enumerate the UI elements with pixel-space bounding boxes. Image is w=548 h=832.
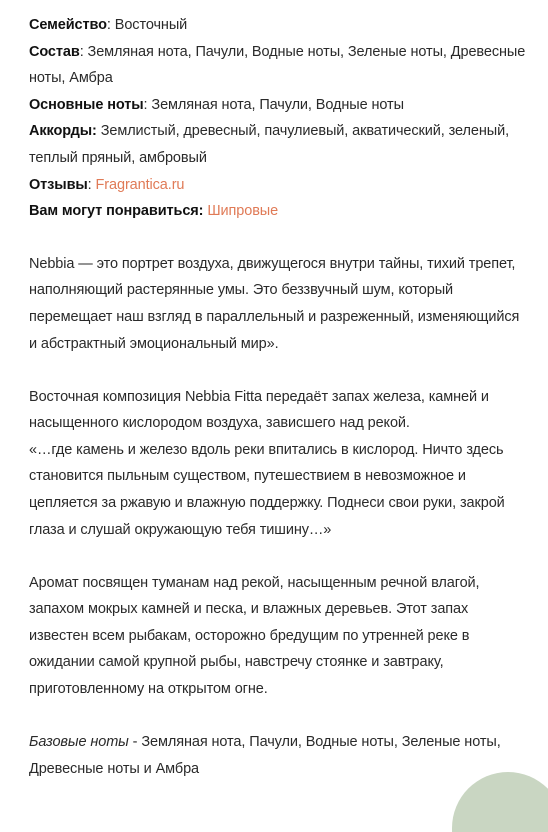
fragrantica-link[interactable]: Fragrantica.ru [95,176,185,193]
base-notes-label: Базовые ноты [29,734,129,751]
spec-family-label: Семейство [29,17,107,33]
spec-composition [29,39,529,92]
spec-reviews-sep: : [87,176,96,193]
base-notes-sep: - [128,734,142,751]
description-paragraph-3: Аромат посвящен туманам над рекой, насыщенным речной влагой, запахом мокрых камней и песка, и влажных деревьев. Этот запах известен всем рыбакам, осторожно бредущим по утренней реке в ожидании самой крупной рыбы, навстречу стоянке и завтраку, приготовленному на открытом огне. [29,574,480,698]
spec-accords [29,118,529,171]
spec-reviews [29,172,529,199]
spec-accords-label: Аккорды: [29,123,97,140]
spec-main-notes-label: Основные ноты [29,96,144,113]
spec-main-notes [29,92,529,119]
spec-family-value: Восточный [114,17,188,33]
spec-composition-value: Земляная нота, Пачули, Водные ноты, Зеленые ноты, Древесные ноты, Амбра [29,43,526,87]
description-paragraph-1: Nebbia — это портрет воздуха, движущегося внутри тайны, тихий трепет, наполняющий растерянные умы. Это беззвучный шум, который перемещает наш взгляд в параллельный и разреженный, изменяющийся и абстрактный эмоциональный мир». [29,255,520,352]
product-description [29,12,529,782]
description-quote: «…где камень и железо вдоль реки впитались в кислород. Ничто здесь становится пыльным существом, путешествием в невозможное и цепляется за ржавую и влажную поддержку. Поднеси свои руки, закрой глаза и слушай окружающую тебя тишину…» [29,441,505,538]
similar-category-link[interactable]: Шипровые [207,203,279,220]
spec-main-notes-value: Земляная нота, Пачули, Водные ноты [151,96,404,113]
spec-reviews-label: Отзывы [29,176,88,193]
spec-main-notes-sep: : [143,96,152,113]
spec-accords-value: Землистый, древесный, пачулиевый, акватический, зеленый, теплый пряный, амбровый [29,123,509,166]
base-notes [29,729,529,782]
spec-family [29,12,529,39]
spec-composition-sep: : [79,43,88,60]
description-paragraph-2-text: Восточная композиция Nebbia Fitta передаёт запах железа, камней и насыщенного кислородом воздуха, зависшего над рекой. [29,388,489,432]
spec-similar-label: Вам могут понравиться: [29,203,204,220]
spec-family-sep: : [106,17,115,33]
spec-similar [29,198,529,225]
fragrance-specs [29,12,529,225]
description-paragraph-2 [29,384,529,544]
base-notes-value: Земляная нота, Пачули, Водные ноты, Зеленые ноты, Древесные ноты и Амбра [29,734,501,777]
spec-composition-label: Состав [29,43,80,60]
